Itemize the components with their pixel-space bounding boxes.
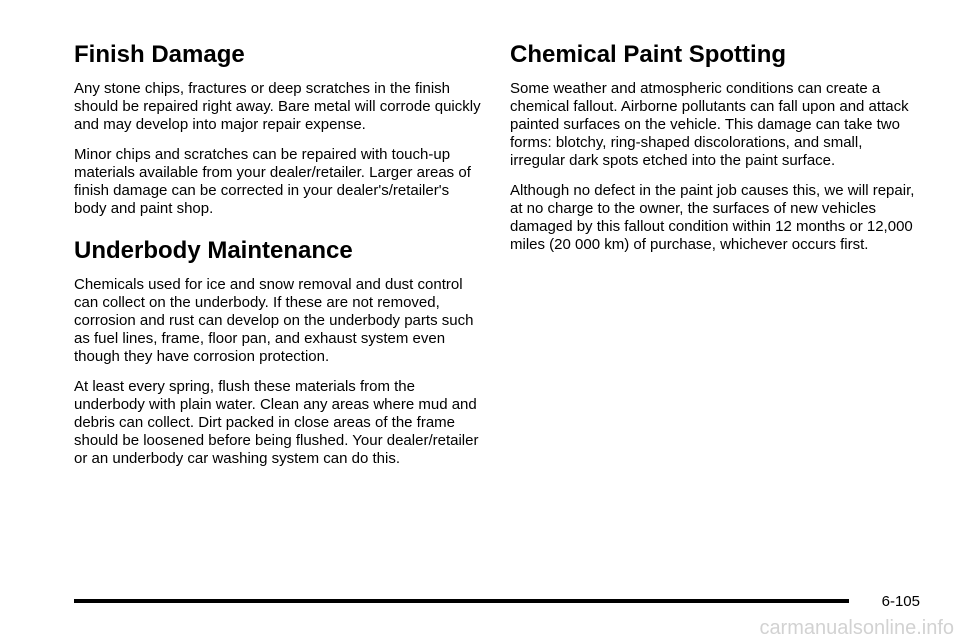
paragraph: Any stone chips, fractures or deep scratches in the finish should be repaired right away. Bare metal will corrode quickly and may develop into major repair expense. [74, 80, 481, 133]
left-column [74, 40, 484, 480]
paragraph: Although no defect in the paint job causes this, we will repair, at no charge to the owner, the surfaces of new vehicles damaged by this fallout condition within 12 months or 12,000 miles (20 000 km) of purchase, whichever occurs first. [510, 182, 915, 253]
heading-chemical-paint-spotting: Chemical Paint Spotting [510, 41, 787, 68]
paragraph: Chemicals used for ice and snow removal and dust control can collect on the underbody. If these are not removed, corrosion and rust can develop on the underbody parts such as fuel lines, frame, floor pan, and exhaust system even though they have corrosion protection. [74, 276, 474, 365]
page-number: 6-105 [881, 593, 920, 610]
heading-finish-damage: Finish Damage [74, 41, 245, 68]
footer-rule [74, 599, 849, 603]
paragraph: Minor chips and scratches can be repaired with touch-up materials available from your dealer/retailer. Larger areas of finish damage can be corrected in your dealer's/retailer's body and paint shop. [74, 146, 471, 217]
right-column [510, 40, 920, 266]
paragraph: Some weather and atmospheric conditions can create a chemical fallout. Airborne pollutants can fall upon and attack painted surfaces on the vehicle. This damage can take two forms: blotchy, ring-shaped discolorations, and small, irregular dark spots etched into the paint surface. [510, 80, 909, 169]
paragraph: At least every spring, flush these materials from the underbody with plain water. Clean any areas where mud and debris can collect. Dirt packed in close areas of the frame should be loosened before being flushed. Your dealer/retailer or an underbody car washing system can do this. [74, 378, 479, 467]
heading-underbody-maintenance: Underbody Maintenance [74, 237, 353, 264]
watermark: carmanualsonline.info [759, 617, 954, 639]
